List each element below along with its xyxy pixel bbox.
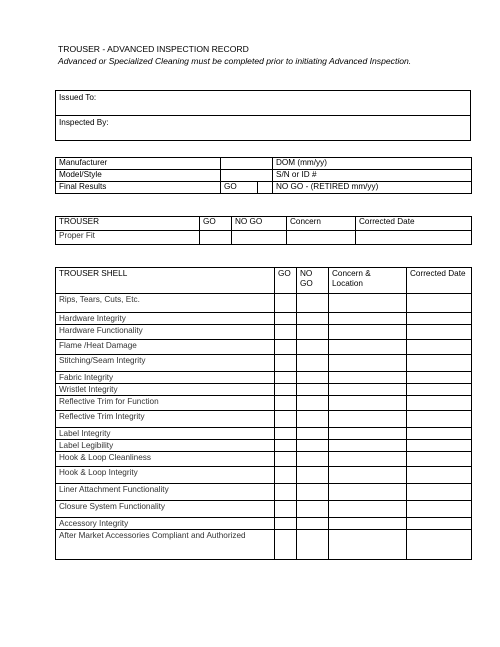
corrected-date-cell[interactable] xyxy=(407,530,472,560)
row-label: Hardware Integrity xyxy=(56,313,275,325)
row-label: Hook & Loop Integrity xyxy=(56,467,275,484)
table-row xyxy=(56,467,472,484)
corrected-date-cell[interactable] xyxy=(407,440,472,452)
go-header: GO xyxy=(200,217,232,231)
concern-location-cell[interactable] xyxy=(329,501,407,518)
trouser-header-row xyxy=(56,217,472,231)
nogo-cell[interactable] xyxy=(297,428,329,440)
corrected-date-cell[interactable] xyxy=(407,355,472,372)
nogo-retired-field[interactable]: NO GO - (RETIRED mm/yy) xyxy=(273,182,472,194)
concern-location-cell[interactable] xyxy=(329,440,407,452)
dom-field[interactable]: DOM (mm/yy) xyxy=(273,158,472,170)
nogo-cell[interactable] xyxy=(297,294,329,313)
nogo-cell[interactable] xyxy=(297,530,329,560)
table-row xyxy=(56,325,472,340)
concern-location-cell[interactable] xyxy=(329,530,407,560)
nogo-cell[interactable] xyxy=(297,325,329,340)
go-cell[interactable] xyxy=(275,501,297,518)
table-row xyxy=(56,440,472,452)
go-cell[interactable] xyxy=(275,294,297,313)
garment-details-table xyxy=(55,157,472,194)
row-label: Proper Fit xyxy=(56,231,200,245)
concern-location-cell[interactable] xyxy=(329,518,407,530)
corrected-date-cell[interactable] xyxy=(407,372,472,384)
go-cell[interactable] xyxy=(275,396,297,411)
go-cell[interactable] xyxy=(275,313,297,325)
shell-header-row xyxy=(56,268,472,294)
row-label: Reflective Trim for Function xyxy=(56,396,275,411)
table-row xyxy=(56,518,472,530)
page-title: TROUSER - ADVANCED INSPECTION RECORD xyxy=(58,44,249,54)
manufacturer-row xyxy=(56,158,472,170)
go-cell[interactable] xyxy=(275,355,297,372)
concern-location-cell[interactable] xyxy=(329,294,407,313)
go-cell[interactable] xyxy=(275,428,297,440)
nogo-cell[interactable] xyxy=(297,313,329,325)
final-results-row xyxy=(56,182,472,194)
table-row xyxy=(56,396,472,411)
corrected-date-cell[interactable] xyxy=(407,313,472,325)
corrected-date-cell[interactable] xyxy=(407,501,472,518)
corrected-date-cell[interactable] xyxy=(407,518,472,530)
nogo-cell[interactable] xyxy=(297,484,329,501)
manufacturer-value[interactable] xyxy=(221,158,273,170)
concern-header: Concern xyxy=(287,217,356,231)
nogo-cell[interactable] xyxy=(297,340,329,355)
nogo-cell[interactable] xyxy=(297,372,329,384)
corrected-date-cell[interactable] xyxy=(407,294,472,313)
nogo-cell[interactable] xyxy=(297,440,329,452)
go-cell[interactable] xyxy=(275,372,297,384)
go-cell[interactable] xyxy=(275,440,297,452)
table-row xyxy=(56,428,472,440)
manufacturer-label: Manufacturer xyxy=(56,158,221,170)
corrected-date-cell[interactable] xyxy=(407,467,472,484)
corrected-date-cell[interactable] xyxy=(407,340,472,355)
corrected-date-cell[interactable] xyxy=(407,325,472,340)
nogo-header: NO GO xyxy=(297,268,329,294)
row-label: Hook & Loop Cleanliness xyxy=(56,452,275,467)
table-row xyxy=(56,484,472,501)
corrected-date-cell[interactable] xyxy=(407,384,472,396)
row-label: Stitching/Seam Integrity xyxy=(56,355,275,372)
go-header: GO xyxy=(275,268,297,294)
corrected-date-cell[interactable] xyxy=(407,452,472,467)
trouser-shell-table xyxy=(55,267,472,560)
corrected-date-header: Corrected Date xyxy=(407,268,472,294)
inspected-by-field[interactable]: Inspected By: xyxy=(56,116,471,141)
row-label: Rips, Tears, Cuts, Etc. xyxy=(56,294,275,313)
table-row xyxy=(56,452,472,467)
corrected-date-cell[interactable] xyxy=(407,428,472,440)
go-cell[interactable] xyxy=(275,452,297,467)
corrected-date-cell[interactable] xyxy=(407,396,472,411)
row-label: Label Legibility xyxy=(56,440,275,452)
issued-inspected-table xyxy=(55,90,471,141)
nogo-cell[interactable] xyxy=(232,231,287,245)
table-row xyxy=(56,340,472,355)
nogo-cell[interactable] xyxy=(297,384,329,396)
row-label: Wristlet Integrity xyxy=(56,384,275,396)
corrected-date-cell[interactable] xyxy=(407,411,472,428)
nogo-cell[interactable] xyxy=(297,411,329,428)
concern-location-cell[interactable] xyxy=(329,313,407,325)
sn-field[interactable]: S/N or ID # xyxy=(273,170,472,182)
concern-location-cell[interactable] xyxy=(329,428,407,440)
row-label: Closure System Functionality xyxy=(56,501,275,518)
row-label: Reflective Trim Integrity xyxy=(56,411,275,428)
corrected-date-header: Corrected Date xyxy=(356,217,472,231)
shell-header: TROUSER SHELL xyxy=(56,268,275,294)
table-row xyxy=(56,501,472,518)
nogo-cell[interactable] xyxy=(297,396,329,411)
concern-location-cell[interactable] xyxy=(329,384,407,396)
go-label: GO xyxy=(221,182,258,194)
concern-location-cell[interactable] xyxy=(329,355,407,372)
concern-location-cell[interactable] xyxy=(329,452,407,467)
go-cell[interactable] xyxy=(275,484,297,501)
go-cell[interactable] xyxy=(275,340,297,355)
concern-location-cell[interactable] xyxy=(329,411,407,428)
nogo-header: NO GO xyxy=(232,217,287,231)
model-style-row xyxy=(56,170,472,182)
table-row xyxy=(56,411,472,428)
table-row xyxy=(56,384,472,396)
nogo-cell[interactable] xyxy=(297,467,329,484)
issued-to-field[interactable]: Issued To: xyxy=(56,91,471,116)
concern-location-header: Concern & Location xyxy=(329,268,407,294)
concern-location-cell[interactable] xyxy=(329,396,407,411)
go-cell[interactable] xyxy=(275,411,297,428)
row-label: Fabric Integrity xyxy=(56,372,275,384)
nogo-cell[interactable] xyxy=(297,501,329,518)
go-checkbox[interactable] xyxy=(258,182,273,194)
nogo-cell[interactable] xyxy=(297,452,329,467)
concern-location-cell[interactable] xyxy=(329,467,407,484)
go-cell[interactable] xyxy=(275,518,297,530)
concern-location-cell[interactable] xyxy=(329,340,407,355)
table-row xyxy=(56,294,472,313)
model-style-label: Model/Style xyxy=(56,170,221,182)
go-cell[interactable] xyxy=(275,384,297,396)
row-label: Flame /Heat Damage xyxy=(56,340,275,355)
nogo-cell[interactable] xyxy=(297,355,329,372)
concern-location-cell[interactable] xyxy=(329,484,407,501)
concern-location-cell[interactable] xyxy=(329,372,407,384)
corrected-date-cell[interactable] xyxy=(356,231,472,245)
row-label: Hardware Functionality xyxy=(56,325,275,340)
table-row xyxy=(56,372,472,384)
go-cell[interactable] xyxy=(275,530,297,560)
concern-cell[interactable] xyxy=(287,231,356,245)
go-cell[interactable] xyxy=(275,325,297,340)
corrected-date-cell[interactable] xyxy=(407,484,472,501)
issued-to-row xyxy=(56,91,471,116)
model-style-value[interactable] xyxy=(221,170,273,182)
inspected-by-row xyxy=(56,116,471,141)
row-label: Liner Attachment Functionality xyxy=(56,484,275,501)
go-cell[interactable] xyxy=(200,231,232,245)
trouser-header: TROUSER xyxy=(56,217,200,231)
nogo-cell[interactable] xyxy=(297,518,329,530)
table-row xyxy=(56,355,472,372)
trouser-fit-table xyxy=(55,216,472,245)
row-label: After Market Accessories Compliant and Authorized xyxy=(56,530,275,560)
go-cell[interactable] xyxy=(275,467,297,484)
table-row xyxy=(56,530,472,560)
page-subtitle: Advanced or Specialized Cleaning must be completed prior to initiating Advanced Inspection. xyxy=(58,56,412,66)
table-row xyxy=(56,313,472,325)
final-results-label: Final Results xyxy=(56,182,221,194)
table-row xyxy=(56,231,472,245)
concern-location-cell[interactable] xyxy=(329,325,407,340)
row-label: Label Integrity xyxy=(56,428,275,440)
row-label: Accessory Integrity xyxy=(56,518,275,530)
